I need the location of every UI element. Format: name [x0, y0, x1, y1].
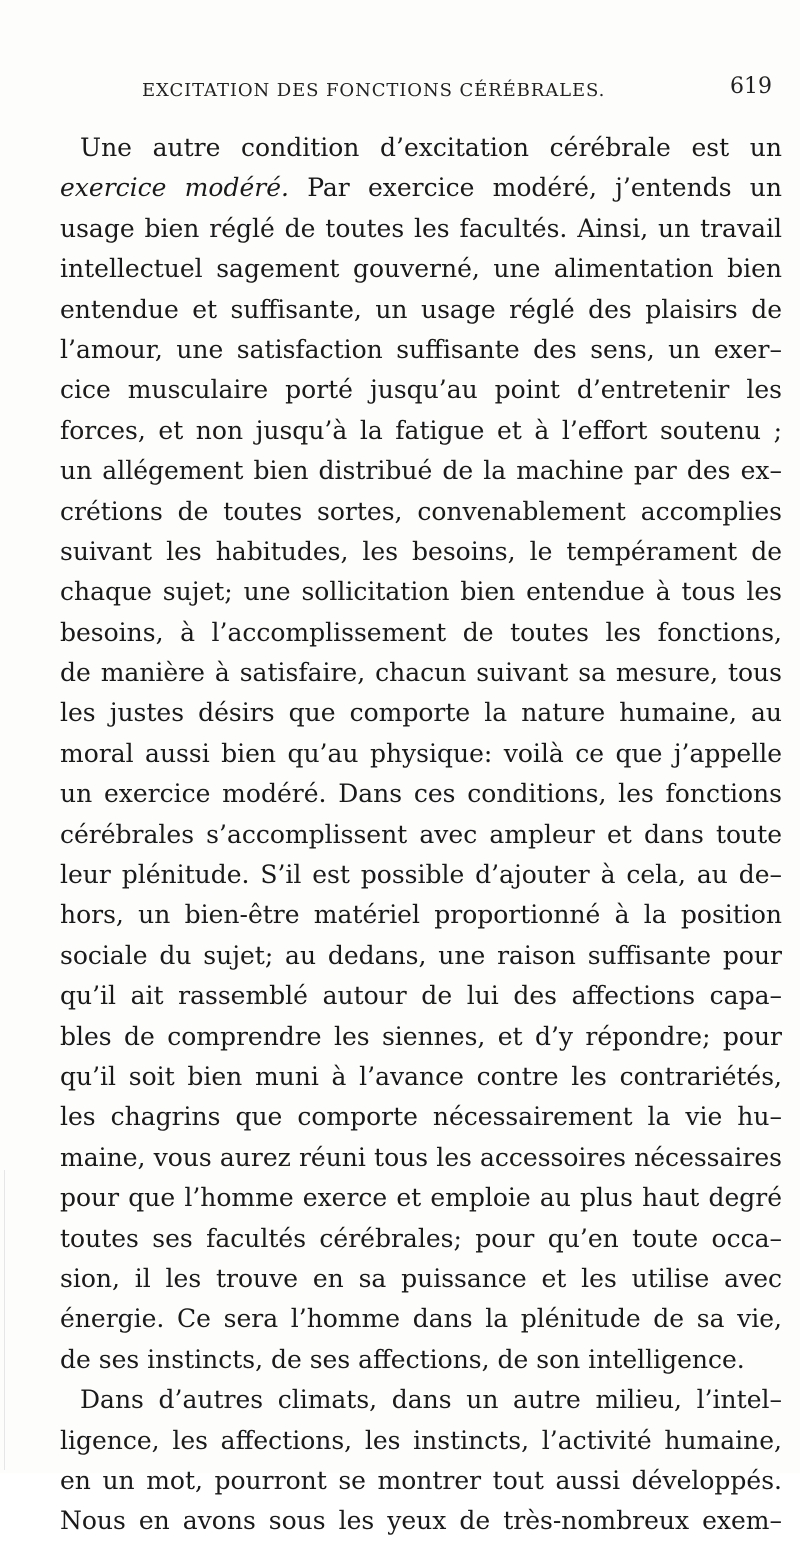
text-line-18: cérébrales s’accomplissent avec ampleur et dans toute	[60, 819, 782, 849]
text-line-2-rest: Par exercice modéré, j’entends un	[307, 173, 782, 203]
text-line-26: maine, vous aurez réuni tous les accessoires nécessaires	[60, 1142, 782, 1172]
text-line-30: énergie. Ce sera l’homme dans la plénitude de sa vie,	[60, 1304, 782, 1334]
text-line-19: leur plénitude. S’il est possible d’ajouter à cela, au de–	[60, 860, 782, 890]
text-line-35: Nous en avons sous les yeux de très-nombreux exem–	[60, 1506, 782, 1536]
text-line-21: sociale du sujet; au dedans, une raison suffisante pour	[60, 940, 782, 970]
text-line-22: qu’il ait rassemblé autour de lui des affections capa–	[60, 981, 782, 1011]
text-line-13: besoins, à l’accomplissement de toutes les fonctions,	[60, 617, 782, 647]
page-number: 619	[730, 74, 772, 99]
running-title: EXCITATION DES FONCTIONS CÉRÉBRALES.	[142, 80, 606, 101]
text-line-9: un allégement bien distribué de la machine par des ex–	[60, 456, 782, 486]
text-line-34: en un mot, pourront se montrer tout aussi développés.	[60, 1465, 782, 1495]
text-line-32: Dans d’autres climats, dans un autre milieu, l’intel–	[80, 1385, 782, 1415]
text-line-28: toutes ses facultés cérébrales; pour qu’en toute occa–	[60, 1223, 782, 1253]
italic-phrase: exercice modéré.	[60, 173, 289, 203]
text-line-14: de manière à satisfaire, chacun suivant sa mesure, tous	[60, 658, 782, 688]
text-line-8: forces, et non jusqu’à la fatigue et à l’effort soutenu ;	[60, 415, 782, 445]
text-line-23: bles de comprendre les siennes, et d’y répondre; pour	[60, 1021, 782, 1051]
text-line-1: Une autre condition d’excitation cérébrale est un	[80, 133, 782, 162]
text-line-10: crétions de toutes sortes, convenablement accomplies	[60, 496, 782, 526]
text-line-27: pour que l’homme exerce et emploie au plus haut degré	[60, 1183, 782, 1213]
margin-shadow	[4, 1170, 5, 1470]
text-line-25: les chagrins que comporte nécessairement la vie hu–	[60, 1102, 782, 1132]
text-line-11: suivant les habitudes, les besoins, le tempérament de	[60, 536, 782, 566]
text-line-29: sion, il les trouve en sa puissance et les utilise avec	[60, 1263, 782, 1293]
text-line-24: qu’il soit bien muni à l’avance contre les contrariétés,	[60, 1061, 782, 1091]
text-line-16: moral aussi bien qu’au physique: voilà ce que j’appelle	[60, 738, 782, 768]
text-line-20: hors, un bien-être matériel proportionné à la position	[60, 900, 782, 930]
text-line-3: usage bien réglé de toutes les facultés. Ainsi, un travail	[60, 213, 782, 243]
page-header	[60, 74, 780, 110]
text-line-2	[60, 168, 782, 208]
text-line-6: l’amour, une satisfaction suffisante des sens, un exer–	[60, 334, 782, 364]
text-line-4: intellectuel sagement gouverné, une alimentation bien	[60, 254, 782, 284]
text-line-33: ligence, les affections, les instincts, l’activité humaine,	[60, 1425, 782, 1455]
text-line-12: chaque sujet; une sollicitation bien entendue à tous les	[60, 577, 782, 607]
text-line-5: entendue et suffisante, un usage réglé des plaisirs de	[60, 294, 782, 324]
text-line-17: un exercice modéré. Dans ces conditions, les fonctions	[60, 779, 782, 809]
text-line-7: cice musculaire porté jusqu’au point d’entretenir les	[60, 375, 782, 405]
body-text	[60, 128, 782, 1542]
text-line-15: les justes désirs que comporte la nature humaine, au	[60, 698, 782, 728]
text-line-31: de ses instincts, de ses affections, de son intelligence.	[60, 1344, 745, 1374]
